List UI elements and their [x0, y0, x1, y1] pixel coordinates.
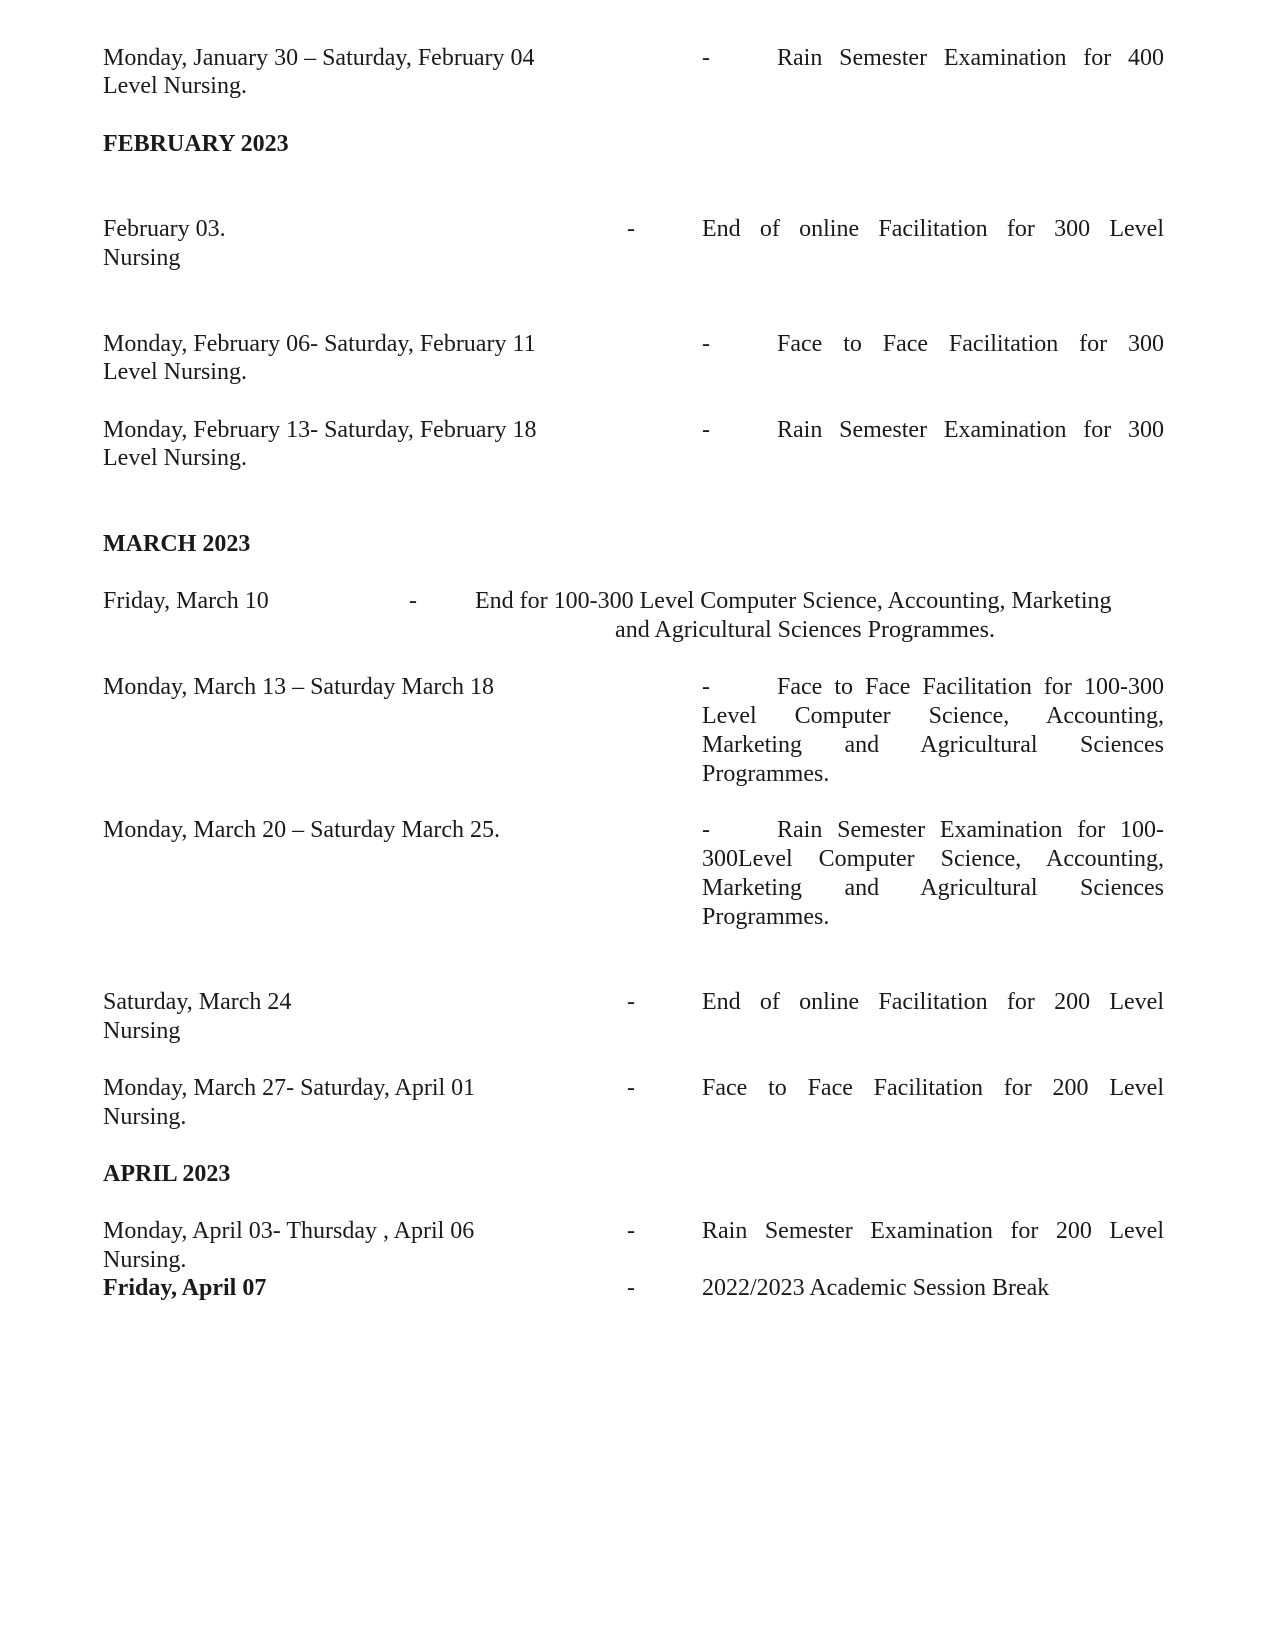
entry-dash: -	[702, 417, 710, 443]
entry-description-line: End for 100-300 Level Computer Science, Accounting, Marketing	[475, 588, 1112, 614]
entry-date: Monday, April 03- Thursday , April 06	[103, 1218, 475, 1244]
entry-description: End of online Facilitation for 200 Level	[702, 989, 1164, 1015]
entry-date: Friday, April 07	[103, 1275, 267, 1301]
entry-description: Rain Semester Examination for 300	[777, 417, 1164, 443]
entry-date: Monday, March 13 – Saturday March 18	[103, 674, 495, 700]
entry-date-continuation: Level Nursing.	[103, 359, 247, 385]
entry-date-continuation: Level Nursing.	[103, 445, 247, 471]
entry-dash: -	[627, 989, 635, 1015]
entry-description: Rain Semester Examination for 200 Level	[702, 1218, 1164, 1244]
entry-dash: -	[702, 331, 710, 357]
entry-date: Monday, March 20 – Saturday March 25.	[103, 817, 501, 843]
entry-description-line: Marketing and Agricultural Sciences	[702, 875, 1164, 901]
entry-date-continuation: Nursing.	[103, 1247, 187, 1273]
entry-dash: -	[702, 45, 710, 71]
entry-date-continuation: Nursing	[103, 245, 181, 271]
entry-date: Friday, March 10	[103, 588, 269, 614]
entry-date-continuation: Level Nursing.	[103, 73, 247, 99]
entry-date: Monday, March 27- Saturday, April 01	[103, 1075, 476, 1101]
entry-description-line: and Agricultural Sciences Programmes.	[615, 617, 995, 643]
entry-description-line: Rain Semester Examination for 100-	[777, 817, 1164, 843]
entry-dash: -	[702, 674, 710, 700]
entry-date: Saturday, March 24	[103, 989, 292, 1015]
entry-dash: -	[627, 1075, 635, 1101]
entry-dash: -	[702, 817, 710, 843]
entry-description-line: Level Computer Science, Accounting,	[702, 703, 1164, 729]
entry-date-continuation: Nursing.	[103, 1104, 187, 1130]
entry-date-continuation: Nursing	[103, 1018, 181, 1044]
month-heading-april: APRIL 2023	[103, 1161, 231, 1187]
entry-date: Monday, February 06- Saturday, February 11	[103, 331, 536, 357]
entry-description-line: Face to Face Facilitation for 100-300	[777, 674, 1164, 700]
entry-description: Face to Face Facilitation for 200 Level	[702, 1075, 1164, 1101]
entry-dash: -	[627, 216, 635, 242]
entry-date: Monday, February 13- Saturday, February 18	[103, 417, 537, 443]
entry-description-line: Marketing and Agricultural Sciences	[702, 732, 1164, 758]
entry-description: End of online Facilitation for 300 Level	[702, 216, 1164, 242]
month-heading-march: MARCH 2023	[103, 531, 251, 557]
entry-description-line: 300Level Computer Science, Accounting,	[702, 846, 1164, 872]
entry-description: Rain Semester Examination for 400	[777, 45, 1164, 71]
entry-date: Monday, January 30 – Saturday, February 04	[103, 45, 535, 71]
entry-date: February 03.	[103, 216, 226, 242]
month-heading-february: FEBRUARY 2023	[103, 131, 289, 157]
entry-dash: -	[409, 588, 417, 614]
entry-description-line: Programmes.	[702, 761, 830, 787]
entry-description-line: Programmes.	[702, 904, 830, 930]
entry-dash: -	[627, 1218, 635, 1244]
entry-description: 2022/2023 Academic Session Break	[702, 1275, 1050, 1301]
entry-dash: -	[627, 1275, 635, 1301]
entry-description: Face to Face Facilitation for 300	[777, 331, 1164, 357]
